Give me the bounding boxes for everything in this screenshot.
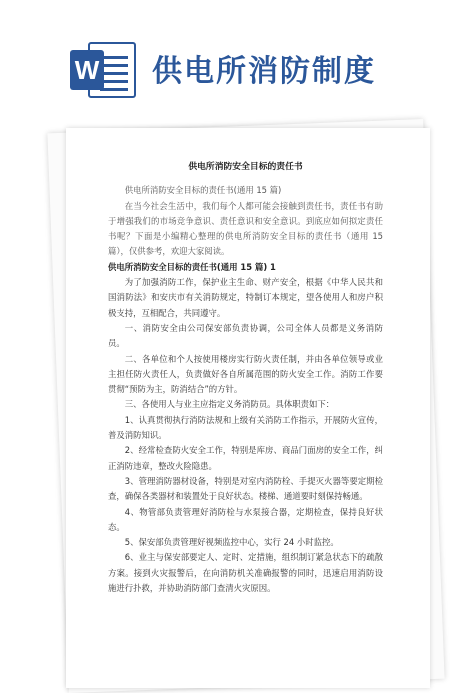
list-item: 2、经常检查防火安全工作，特别是库房、商品门面房的安全工作，纠正消防违章，整改火险隐患。	[108, 445, 383, 471]
word-document-icon	[70, 40, 136, 100]
document-title: 供电所消防安全目标的责任书	[188, 162, 303, 172]
list-item: 6、业主与保安部要定人、定时、定措施，组织制订紧急状态下的疏散方案。接到火灾报警后，在向消防机关准确报警的同时，迅速启用消防设施进行扑救，并协助消防部门查清火灾原因。	[108, 552, 383, 594]
word-logo-letter: W	[70, 50, 104, 90]
section-heading: 供电所消防安全目标的责任书(通用 15 篇) 1	[108, 261, 276, 272]
list-item: 5、保安部负责管理好视频监控中心，实行 24 小时监控。	[124, 537, 339, 548]
list-item: 3、管理消防器材设备，特别是对室内消防栓、手提灭火器等要定期检查，确保各类器材和装置处于良好状态。楼梯、通道要时刻保持畅通。	[108, 475, 383, 502]
document-body	[108, 160, 383, 596]
paragraph: 为了加强消防工作，保护业主生命、财产安全，根据《中华人民共和国消防法》和安庆市有关消防规定，特制订本规定，望各使用人和房户积极支持，互相配合，共同遵守。	[108, 277, 383, 318]
list-item: 1、认真贯彻执行消防法规和上级有关消防工作指示，开展防火宣传，普及消防知识。	[108, 414, 383, 441]
paragraph: 二、各单位和个人按使用楼房实行防火责任制，并由各单位领导或业主担任防火责任人，负责做好各自所属范围的防火安全工作。消防工作要贯彻“预防为主，防消结合”的方针。	[108, 353, 383, 395]
paragraph: 三、各使用人与业主应指定义务消防员。具体职责如下：	[124, 399, 335, 410]
page-title: 供电所消防制度	[152, 54, 376, 89]
document-subtitle: 供电所消防安全目标的责任书(通用 15 篇)	[124, 185, 282, 196]
list-item: 4、物管部负责管理好消防栓与水泵接合器，定期检查，保持良好状态。	[108, 506, 383, 532]
paragraph: 一、消防安全由公司保安部负责协调，公司全体人员都是义务消防员。	[108, 322, 383, 349]
header-banner	[0, 0, 474, 112]
intro-paragraph: 在当今社会生活中，我们每个人都可能会接触到责任书，责任书有助于增强我们的市场竞争意识、责任意识和安全意识。到底应如何拟定责任书呢？下面是小编精心整理的供电所消防安全目标的责任书（通用 15 篇），仅供参考，欢迎大家阅读。	[108, 200, 383, 257]
